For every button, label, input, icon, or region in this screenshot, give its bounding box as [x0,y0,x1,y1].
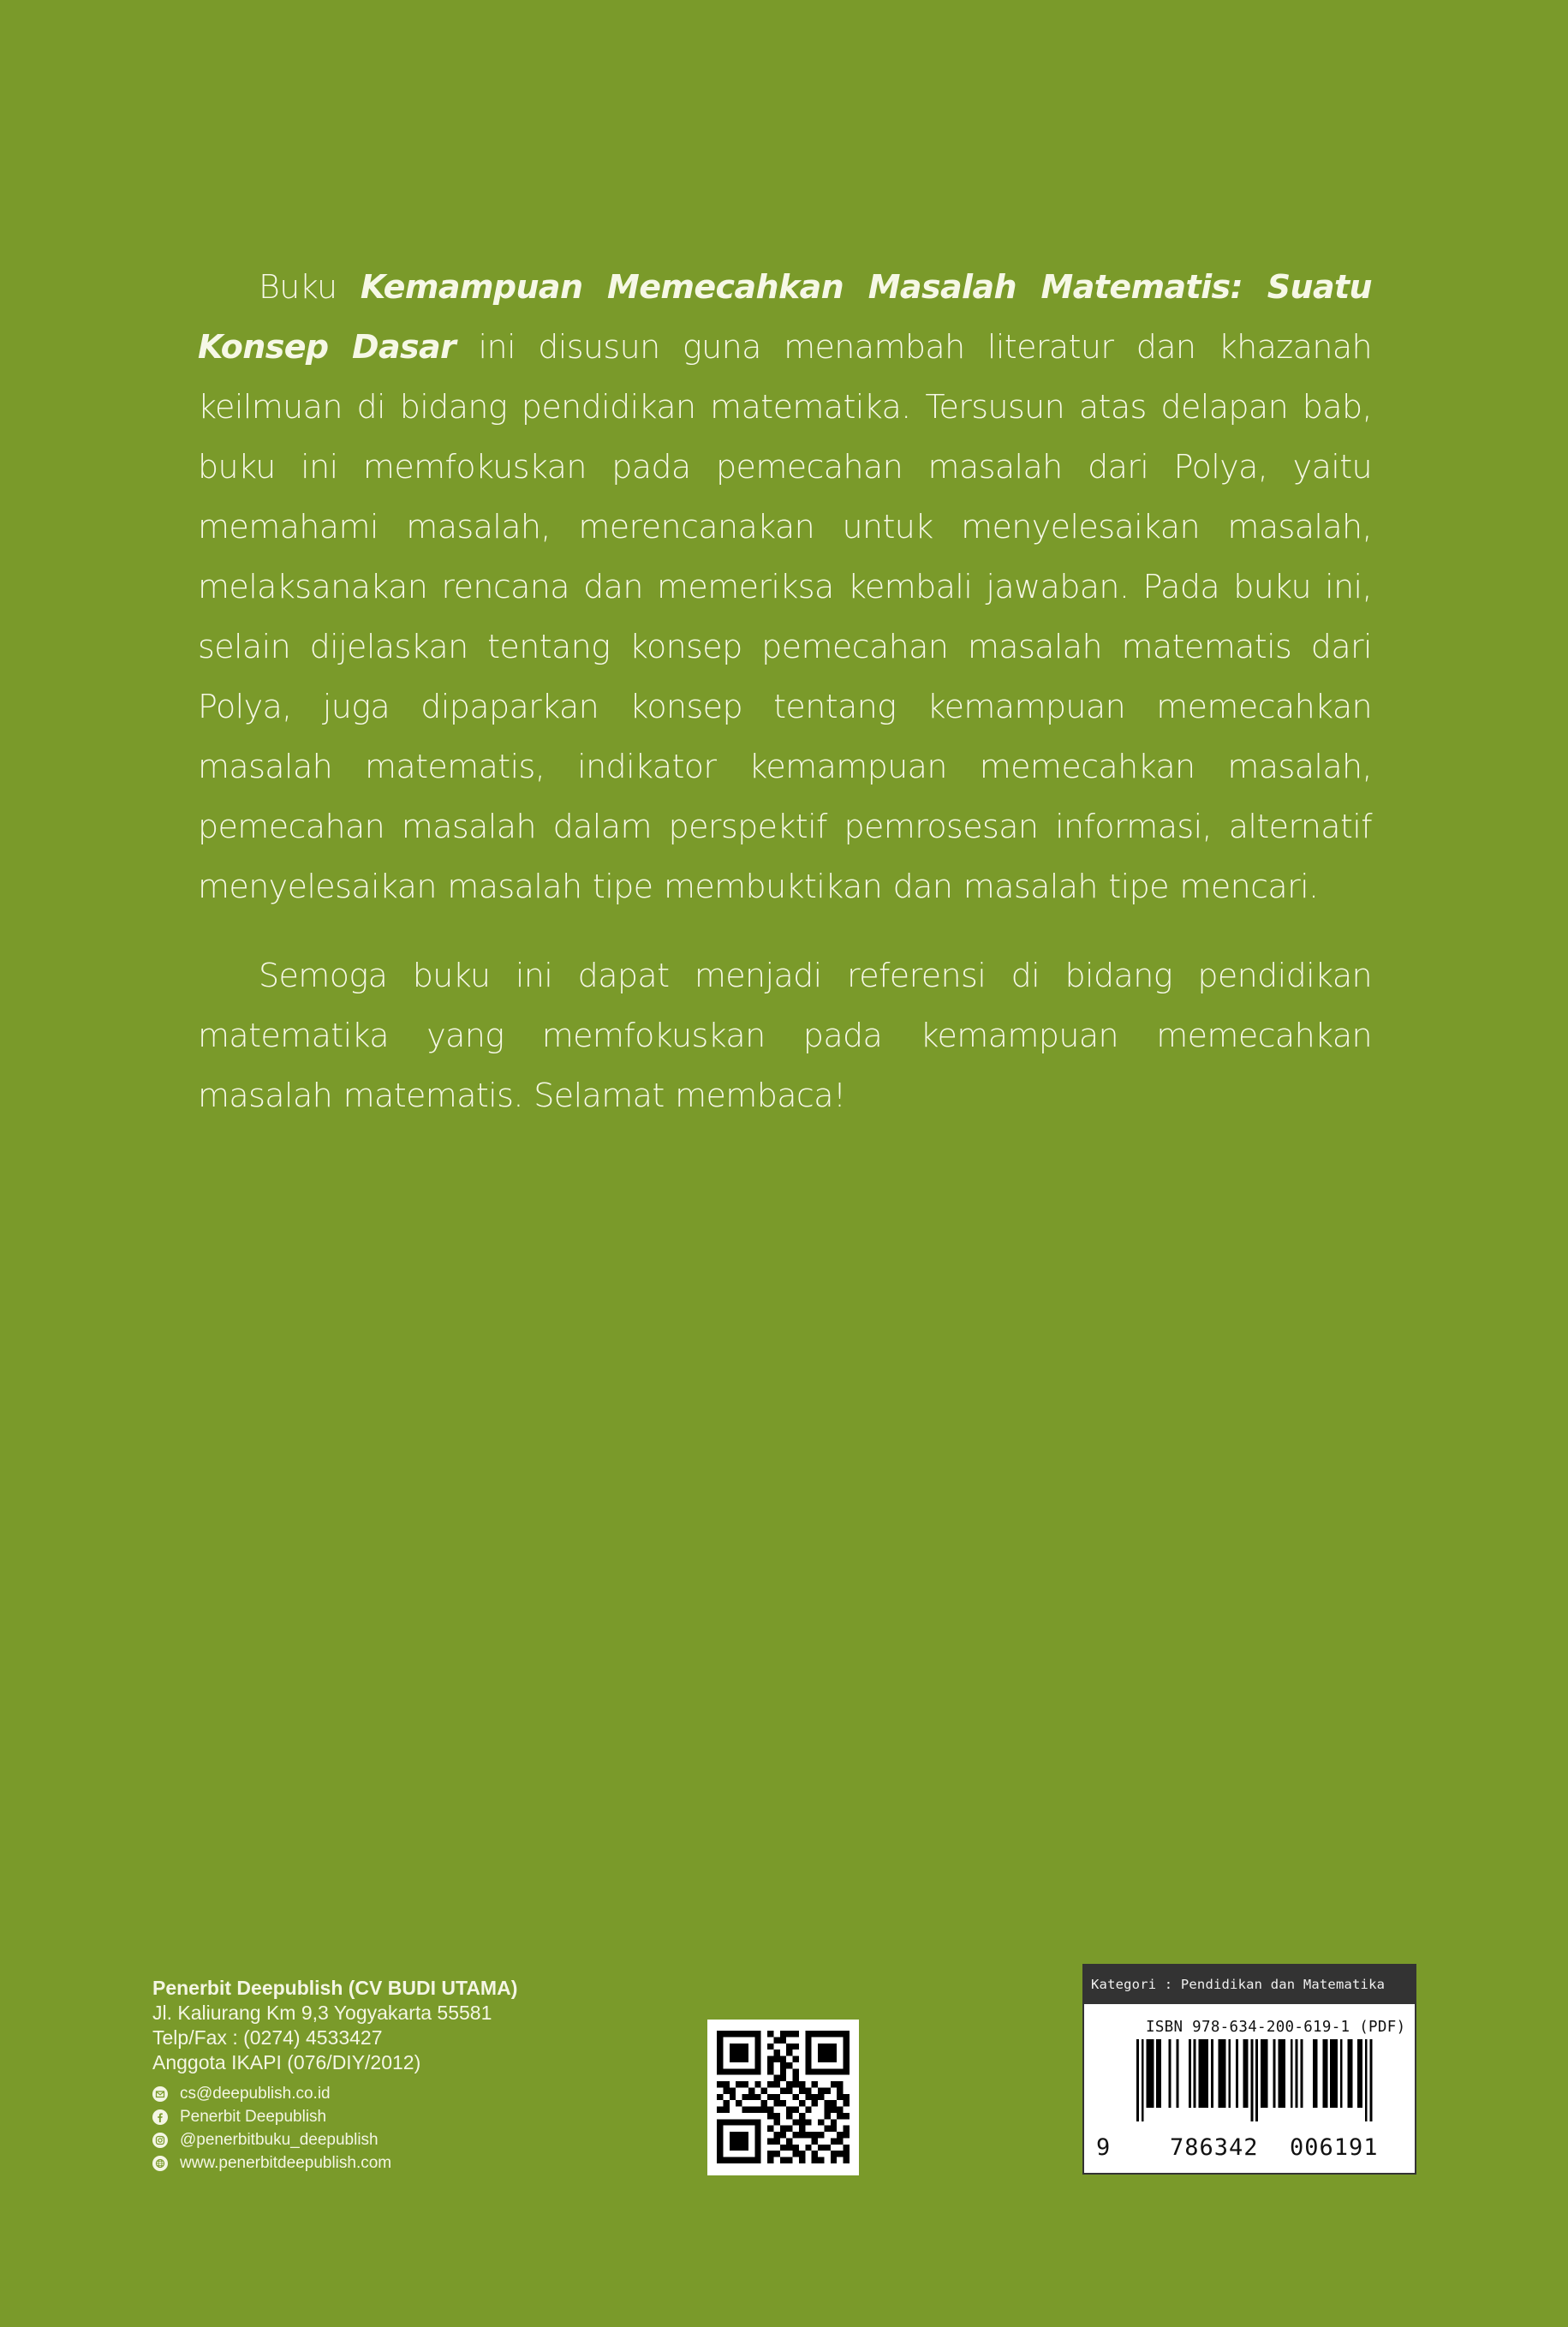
publisher-address: Jl. Kaliurang Km 9,3 Yogyakarta 55581 [152,2002,492,2024]
barcode-digit-first: 9 [1096,2134,1111,2161]
publisher-contacts [152,2082,517,2175]
blurb-paragraph-2: Semoga buku ini dapat menjadi referensi di bidang pendidikan matematika yang memfokuskan pada kemampuan memecahkan masalah matematis. Selamat membaca! [198,957,1372,1114]
publisher-info [152,1976,517,2175]
back-cover-blurb [198,257,1372,1155]
qr-code-icon [717,2031,850,2163]
qr-code [707,2020,859,2175]
publisher-phone: Telp/Fax : (0274) 4533427 [152,2026,383,2049]
blurb-body: ini disusun guna menambah literatur dan khazanah keilmuan di bidang pendidikan matematika. Tersusun atas delapan bab, buku ini memfokuskan pada pemecahan masalah dari Polya, yaitu memahami masalah, merencanakan untuk menyelesaikan masalah, melaksanakan rencana dan memeriksa kembali jawaban. Pada buku ini, selain dijelaskan tentang konsep pemecahan masalah matematis dari Polya, juga dipaparkan konsep tentang kemampuan memecahkan masalah matematis, indikator kemampuan memecahkan masalah, pemecahan masalah dalam perspektif pemrosesan informasi, alternatif menyelesaikan masalah tipe membuktikan dan masalah tipe mencari. [198,328,1372,905]
facebook-icon [152,2109,168,2125]
contact-instagram [152,2128,517,2151]
contact-facebook-text: Penerbit Deepublish [180,2108,327,2126]
contact-facebook [152,2105,517,2128]
barcode-digits-left: 786342 [1170,2134,1259,2161]
contact-website-text: www.penerbitdeepublish.com [180,2154,392,2172]
instagram-icon [152,2133,168,2148]
isbn-barcode-label [1082,1964,1416,2175]
publisher-name: Penerbit Deepublish (CV BUDI UTAMA) [152,1977,518,1999]
contact-email [152,2082,517,2105]
book-title: Kemampuan Memecahkan Masalah Matematis: Suatu Konsep Dasar [198,268,1372,366]
contact-instagram-text: @penerbitbuku_deepublish [180,2131,379,2149]
globe-icon [152,2156,168,2171]
blurb-paragraph-1 [198,257,1372,916]
contact-website [152,2151,517,2175]
email-icon [152,2086,168,2102]
blurb-lead: Buku [259,268,361,306]
contact-email-text: cs@deepublish.co.id [180,2085,331,2103]
publisher-membership: Anggota IKAPI (076/DIY/2012) [152,2051,421,2073]
category-label: Kategori : Pendidikan dan Matematika [1084,1966,1415,2004]
barcode-digits-right: 006191 [1290,2134,1379,2161]
isbn-number: ISBN 978-634-200-619-1 (PDF) [1146,2019,1406,2036]
